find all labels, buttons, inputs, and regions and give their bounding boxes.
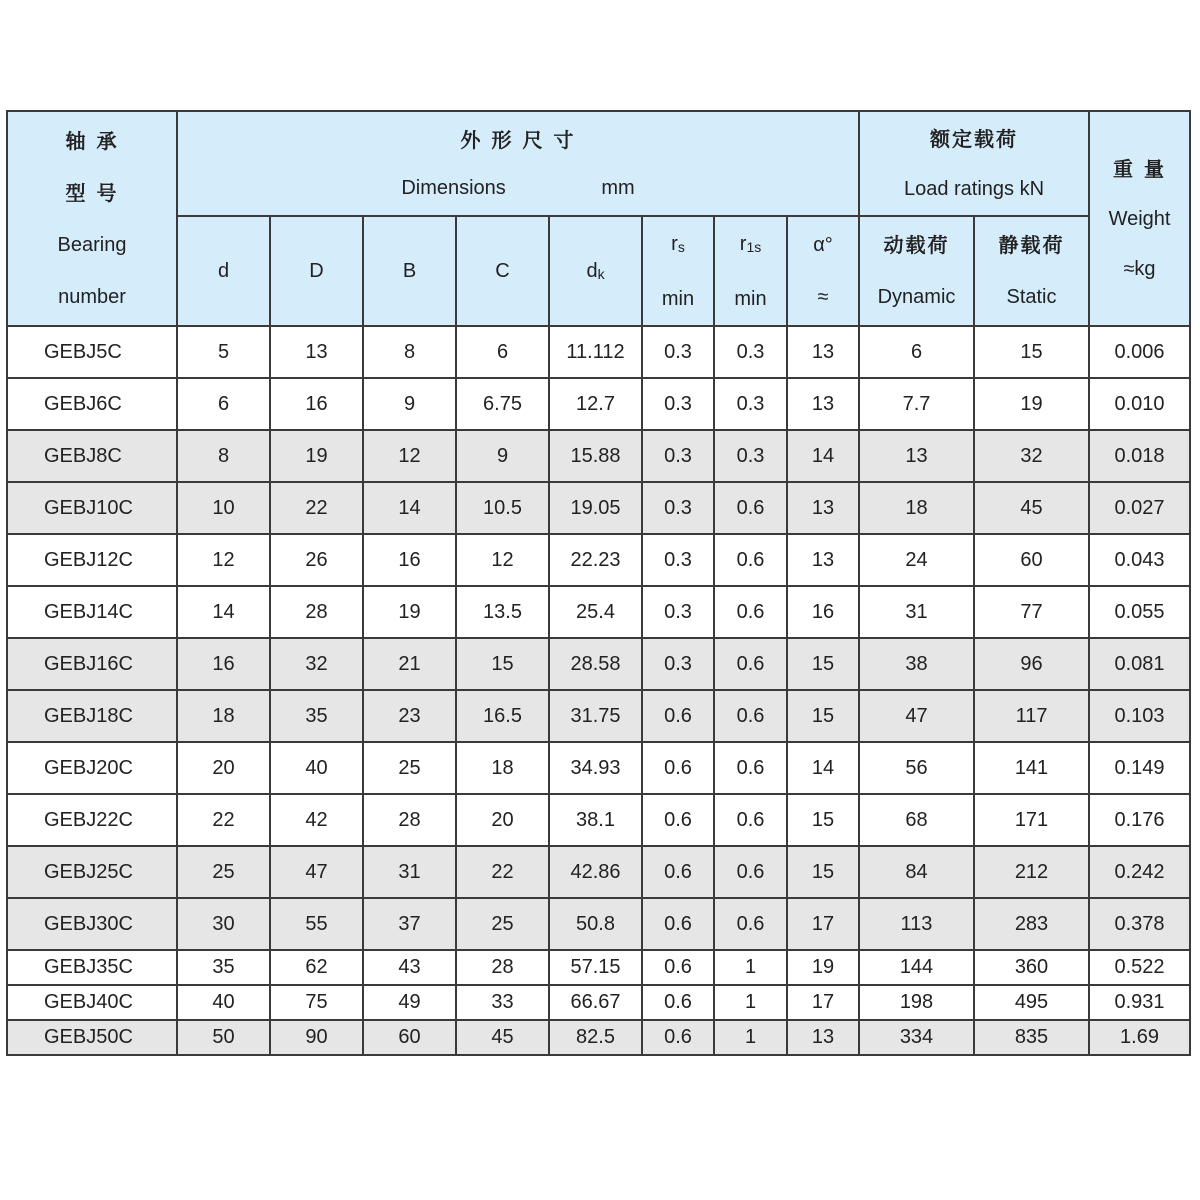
alpha-label: α° bbox=[813, 234, 833, 256]
dk-sub: k bbox=[597, 265, 605, 282]
cell-weight: 0.103 bbox=[1089, 690, 1190, 742]
r1s-sub: 1s bbox=[746, 238, 762, 255]
cell-C: 6.75 bbox=[456, 378, 549, 430]
cell-dk: 82.5 bbox=[549, 1020, 642, 1055]
table-row bbox=[7, 1020, 1190, 1055]
bearing-zh-line1: 轴 承 bbox=[65, 128, 119, 153]
cell-B: 23 bbox=[363, 690, 456, 742]
cell-dynamic: 13 bbox=[859, 430, 974, 482]
cell-rs: 0.6 bbox=[642, 950, 714, 985]
cell-rs: 0.6 bbox=[642, 1020, 714, 1055]
table-row bbox=[7, 742, 1190, 794]
cell-dynamic: 18 bbox=[859, 482, 974, 534]
cell-D: 55 bbox=[270, 898, 363, 950]
cell-weight: 0.055 bbox=[1089, 586, 1190, 638]
r1s-min: min bbox=[734, 287, 767, 310]
cell-r1s: 0.3 bbox=[714, 378, 787, 430]
cell-D: 62 bbox=[270, 950, 363, 985]
cell-D: 22 bbox=[270, 482, 363, 534]
cell-rs: 0.3 bbox=[642, 534, 714, 586]
cell-D: 40 bbox=[270, 742, 363, 794]
cell-dynamic: 144 bbox=[859, 950, 974, 985]
cell-model: GEBJ10C bbox=[7, 482, 177, 534]
cell-C: 28 bbox=[456, 950, 549, 985]
dimensions-unit: mm bbox=[601, 177, 635, 199]
cell-dk: 22.23 bbox=[549, 534, 642, 586]
cell-r1s: 0.6 bbox=[714, 794, 787, 846]
cell-B: 8 bbox=[363, 326, 456, 378]
table-row bbox=[7, 690, 1190, 742]
cell-D: 32 bbox=[270, 638, 363, 690]
cell-dynamic: 47 bbox=[859, 690, 974, 742]
cell-static: 212 bbox=[974, 846, 1089, 898]
cell-alpha: 15 bbox=[787, 690, 859, 742]
table-row bbox=[7, 950, 1190, 985]
cell-d: 30 bbox=[177, 898, 270, 950]
cell-r1s: 0.3 bbox=[714, 326, 787, 378]
cell-weight: 0.522 bbox=[1089, 950, 1190, 985]
header-col-dynamic bbox=[859, 216, 974, 326]
cell-weight: 0.043 bbox=[1089, 534, 1190, 586]
cell-weight: 0.931 bbox=[1089, 985, 1190, 1020]
weight-zh: 重 量 bbox=[1113, 156, 1166, 181]
cell-dk: 12.7 bbox=[549, 378, 642, 430]
cell-alpha: 16 bbox=[787, 586, 859, 638]
cell-dk: 50.8 bbox=[549, 898, 642, 950]
cell-rs: 0.3 bbox=[642, 638, 714, 690]
header-col-static bbox=[974, 216, 1089, 326]
cell-dk: 11.112 bbox=[549, 326, 642, 378]
cell-C: 45 bbox=[456, 1020, 549, 1055]
cell-dk: 28.58 bbox=[549, 638, 642, 690]
weight-unit: ≈kg bbox=[1123, 257, 1156, 280]
cell-C: 15 bbox=[456, 638, 549, 690]
cell-B: 28 bbox=[363, 794, 456, 846]
cell-alpha: 13 bbox=[787, 1020, 859, 1055]
cell-model: GEBJ8C bbox=[7, 430, 177, 482]
cell-D: 16 bbox=[270, 378, 363, 430]
cell-weight: 0.010 bbox=[1089, 378, 1190, 430]
cell-weight: 0.006 bbox=[1089, 326, 1190, 378]
cell-static: 117 bbox=[974, 690, 1089, 742]
header-weight bbox=[1089, 111, 1190, 326]
cell-d: 35 bbox=[177, 950, 270, 985]
cell-r1s: 0.6 bbox=[714, 690, 787, 742]
static-zh: 静载荷 bbox=[998, 233, 1065, 257]
cell-weight: 0.242 bbox=[1089, 846, 1190, 898]
header-col-d: d bbox=[177, 216, 270, 326]
cell-weight: 0.018 bbox=[1089, 430, 1190, 482]
cell-model: GEBJ14C bbox=[7, 586, 177, 638]
cell-alpha: 17 bbox=[787, 898, 859, 950]
cell-B: 9 bbox=[363, 378, 456, 430]
cell-static: 19 bbox=[974, 378, 1089, 430]
cell-B: 25 bbox=[363, 742, 456, 794]
cell-model: GEBJ50C bbox=[7, 1020, 177, 1055]
cell-model: GEBJ5C bbox=[7, 326, 177, 378]
cell-dynamic: 84 bbox=[859, 846, 974, 898]
header-col-D: D bbox=[270, 216, 363, 326]
cell-model: GEBJ6C bbox=[7, 378, 177, 430]
cell-r1s: 0.6 bbox=[714, 846, 787, 898]
cell-r1s: 1 bbox=[714, 950, 787, 985]
cell-D: 19 bbox=[270, 430, 363, 482]
header-col-C: C bbox=[456, 216, 549, 326]
cell-alpha: 15 bbox=[787, 794, 859, 846]
load-zh: 额定载荷 bbox=[930, 126, 1018, 151]
header-col-alpha bbox=[787, 216, 859, 326]
cell-C: 18 bbox=[456, 742, 549, 794]
cell-static: 15 bbox=[974, 326, 1089, 378]
cell-static: 141 bbox=[974, 742, 1089, 794]
cell-d: 6 bbox=[177, 378, 270, 430]
cell-r1s: 1 bbox=[714, 985, 787, 1020]
cell-rs: 0.6 bbox=[642, 690, 714, 742]
cell-d: 5 bbox=[177, 326, 270, 378]
cell-dynamic: 31 bbox=[859, 586, 974, 638]
load-en: Load ratings kN bbox=[903, 177, 1045, 200]
table-row bbox=[7, 794, 1190, 846]
bearing-en-line2: number bbox=[58, 285, 126, 308]
cell-B: 21 bbox=[363, 638, 456, 690]
cell-dk: 15.88 bbox=[549, 430, 642, 482]
header-bearing-number bbox=[7, 111, 177, 326]
cell-d: 16 bbox=[177, 638, 270, 690]
cell-static: 96 bbox=[974, 638, 1089, 690]
cell-rs: 0.3 bbox=[642, 378, 714, 430]
cell-alpha: 13 bbox=[787, 534, 859, 586]
cell-rs: 0.6 bbox=[642, 742, 714, 794]
cell-D: 47 bbox=[270, 846, 363, 898]
cell-weight: 0.081 bbox=[1089, 638, 1190, 690]
cell-model: GEBJ22C bbox=[7, 794, 177, 846]
cell-d: 10 bbox=[177, 482, 270, 534]
cell-static: 495 bbox=[974, 985, 1089, 1020]
cell-C: 20 bbox=[456, 794, 549, 846]
table-row bbox=[7, 846, 1190, 898]
cell-r1s: 1 bbox=[714, 1020, 787, 1055]
rs-main: r bbox=[671, 232, 678, 255]
cell-B: 43 bbox=[363, 950, 456, 985]
header-dimensions bbox=[177, 111, 859, 216]
dk-main: d bbox=[586, 259, 598, 282]
table-header bbox=[7, 111, 1190, 326]
cell-dynamic: 6 bbox=[859, 326, 974, 378]
cell-C: 25 bbox=[456, 898, 549, 950]
dimensions-zh: 外 形 尺 寸 bbox=[460, 128, 576, 152]
cell-B: 14 bbox=[363, 482, 456, 534]
bearing-spec-table bbox=[6, 110, 1191, 1056]
cell-alpha: 15 bbox=[787, 638, 859, 690]
cell-C: 13.5 bbox=[456, 586, 549, 638]
cell-static: 32 bbox=[974, 430, 1089, 482]
header-col-r1s bbox=[714, 216, 787, 326]
cell-model: GEBJ20C bbox=[7, 742, 177, 794]
r1s-main: r bbox=[739, 232, 747, 255]
cell-weight: 0.378 bbox=[1089, 898, 1190, 950]
cell-alpha: 17 bbox=[787, 985, 859, 1020]
cell-D: 35 bbox=[270, 690, 363, 742]
table-row bbox=[7, 898, 1190, 950]
cell-d: 8 bbox=[177, 430, 270, 482]
cell-model: GEBJ35C bbox=[7, 950, 177, 985]
table-row bbox=[7, 482, 1190, 534]
cell-D: 75 bbox=[270, 985, 363, 1020]
cell-alpha: 14 bbox=[787, 742, 859, 794]
cell-B: 16 bbox=[363, 534, 456, 586]
header-col-dk bbox=[549, 216, 642, 326]
table-row bbox=[7, 638, 1190, 690]
cell-D: 42 bbox=[270, 794, 363, 846]
cell-r1s: 0.6 bbox=[714, 586, 787, 638]
cell-rs: 0.6 bbox=[642, 794, 714, 846]
table-row bbox=[7, 586, 1190, 638]
cell-d: 18 bbox=[177, 690, 270, 742]
cell-dynamic: 56 bbox=[859, 742, 974, 794]
cell-d: 12 bbox=[177, 534, 270, 586]
cell-dynamic: 113 bbox=[859, 898, 974, 950]
cell-dk: 34.93 bbox=[549, 742, 642, 794]
dynamic-zh: 动载荷 bbox=[883, 233, 950, 257]
header-col-B: B bbox=[363, 216, 456, 326]
cell-rs: 0.3 bbox=[642, 430, 714, 482]
bearing-zh-line2: 型 号 bbox=[65, 180, 119, 205]
cell-rs: 0.6 bbox=[642, 985, 714, 1020]
cell-rs: 0.3 bbox=[642, 482, 714, 534]
cell-alpha: 13 bbox=[787, 378, 859, 430]
cell-weight: 0.149 bbox=[1089, 742, 1190, 794]
cell-r1s: 0.6 bbox=[714, 898, 787, 950]
cell-r1s: 0.6 bbox=[714, 534, 787, 586]
cell-static: 60 bbox=[974, 534, 1089, 586]
header-load-ratings bbox=[859, 111, 1089, 216]
rs-sub: s bbox=[677, 238, 685, 255]
cell-static: 360 bbox=[974, 950, 1089, 985]
cell-d: 22 bbox=[177, 794, 270, 846]
cell-d: 20 bbox=[177, 742, 270, 794]
cell-alpha: 13 bbox=[787, 326, 859, 378]
dimensions-en: Dimensions bbox=[401, 177, 506, 199]
cell-d: 50 bbox=[177, 1020, 270, 1055]
cell-model: GEBJ16C bbox=[7, 638, 177, 690]
cell-static: 77 bbox=[974, 586, 1089, 638]
cell-B: 49 bbox=[363, 985, 456, 1020]
cell-model: GEBJ25C bbox=[7, 846, 177, 898]
cell-B: 19 bbox=[363, 586, 456, 638]
cell-r1s: 0.6 bbox=[714, 482, 787, 534]
cell-weight: 0.027 bbox=[1089, 482, 1190, 534]
cell-dynamic: 7.7 bbox=[859, 378, 974, 430]
cell-dk: 19.05 bbox=[549, 482, 642, 534]
table-row bbox=[7, 378, 1190, 430]
table-row bbox=[7, 430, 1190, 482]
cell-model: GEBJ18C bbox=[7, 690, 177, 742]
cell-weight: 0.176 bbox=[1089, 794, 1190, 846]
header-col-rs bbox=[642, 216, 714, 326]
cell-C: 9 bbox=[456, 430, 549, 482]
cell-alpha: 13 bbox=[787, 482, 859, 534]
table-body bbox=[7, 326, 1190, 1055]
cell-C: 6 bbox=[456, 326, 549, 378]
cell-D: 90 bbox=[270, 1020, 363, 1055]
cell-C: 33 bbox=[456, 985, 549, 1020]
cell-dynamic: 334 bbox=[859, 1020, 974, 1055]
cell-alpha: 15 bbox=[787, 846, 859, 898]
cell-dynamic: 68 bbox=[859, 794, 974, 846]
cell-B: 60 bbox=[363, 1020, 456, 1055]
weight-en: Weight bbox=[1108, 207, 1171, 230]
cell-rs: 0.6 bbox=[642, 898, 714, 950]
cell-dk: 31.75 bbox=[549, 690, 642, 742]
cell-rs: 0.6 bbox=[642, 846, 714, 898]
cell-static: 283 bbox=[974, 898, 1089, 950]
cell-r1s: 0.6 bbox=[714, 742, 787, 794]
table-row bbox=[7, 534, 1190, 586]
bearing-en-line1: Bearing bbox=[57, 233, 127, 256]
cell-dynamic: 38 bbox=[859, 638, 974, 690]
cell-weight: 1.69 bbox=[1089, 1020, 1190, 1055]
cell-model: GEBJ12C bbox=[7, 534, 177, 586]
cell-D: 28 bbox=[270, 586, 363, 638]
cell-model: GEBJ30C bbox=[7, 898, 177, 950]
cell-dk: 42.86 bbox=[549, 846, 642, 898]
cell-alpha: 19 bbox=[787, 950, 859, 985]
cell-model: GEBJ40C bbox=[7, 985, 177, 1020]
cell-C: 10.5 bbox=[456, 482, 549, 534]
cell-d: 14 bbox=[177, 586, 270, 638]
cell-D: 26 bbox=[270, 534, 363, 586]
cell-B: 31 bbox=[363, 846, 456, 898]
cell-d: 25 bbox=[177, 846, 270, 898]
cell-dynamic: 198 bbox=[859, 985, 974, 1020]
cell-static: 171 bbox=[974, 794, 1089, 846]
cell-dk: 38.1 bbox=[549, 794, 642, 846]
rs-min: min bbox=[661, 287, 695, 310]
cell-D: 13 bbox=[270, 326, 363, 378]
table-row bbox=[7, 326, 1190, 378]
cell-alpha: 14 bbox=[787, 430, 859, 482]
table-row bbox=[7, 985, 1190, 1020]
dynamic-en: Dynamic bbox=[877, 286, 956, 308]
cell-static: 45 bbox=[974, 482, 1089, 534]
alpha-approx: ≈ bbox=[817, 286, 829, 308]
cell-static: 835 bbox=[974, 1020, 1089, 1055]
cell-r1s: 0.3 bbox=[714, 430, 787, 482]
cell-B: 37 bbox=[363, 898, 456, 950]
cell-dk: 57.15 bbox=[549, 950, 642, 985]
cell-d: 40 bbox=[177, 985, 270, 1020]
cell-B: 12 bbox=[363, 430, 456, 482]
cell-r1s: 0.6 bbox=[714, 638, 787, 690]
cell-dynamic: 24 bbox=[859, 534, 974, 586]
cell-C: 22 bbox=[456, 846, 549, 898]
cell-dk: 66.67 bbox=[549, 985, 642, 1020]
cell-C: 12 bbox=[456, 534, 549, 586]
cell-dk: 25.4 bbox=[549, 586, 642, 638]
cell-C: 16.5 bbox=[456, 690, 549, 742]
cell-rs: 0.3 bbox=[642, 586, 714, 638]
cell-rs: 0.3 bbox=[642, 326, 714, 378]
static-en: Static bbox=[1006, 286, 1057, 308]
